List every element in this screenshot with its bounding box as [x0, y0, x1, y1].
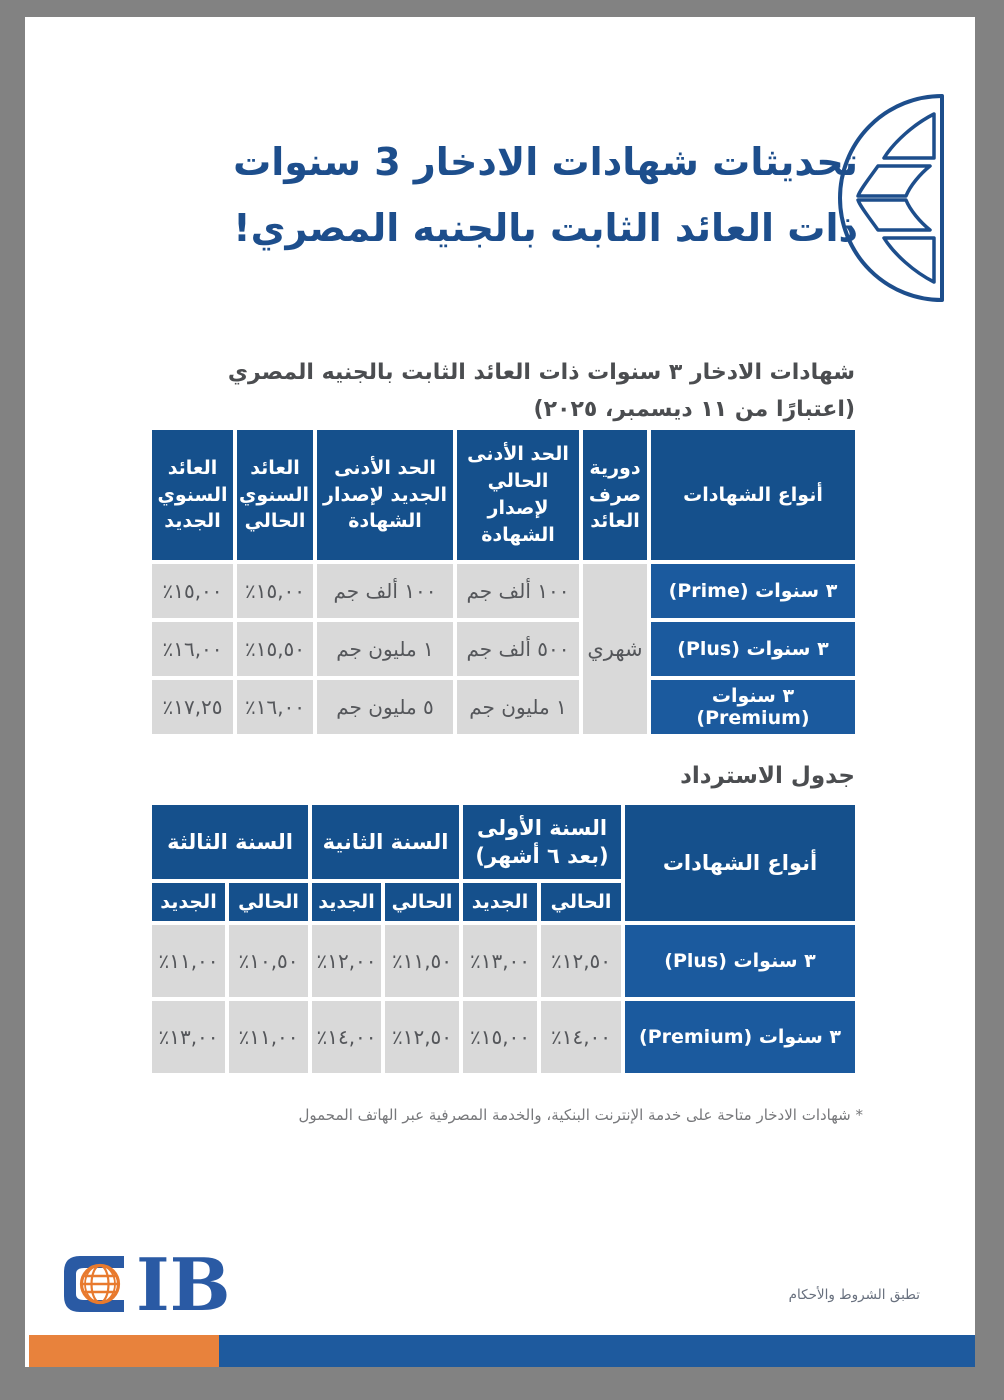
year3-current-cell: ١١,٠٠٪ — [229, 1001, 308, 1073]
current-header: الحالي — [385, 883, 459, 921]
min-new-cell: ١٠٠ ألف جم — [317, 564, 453, 618]
min-new-cell: ٥ مليون جم — [317, 680, 453, 734]
certificate-type-cell: ٣ سنوات (Plus) — [625, 925, 855, 997]
certificate-type-cell: ٣ سنوات (Premium) — [651, 680, 855, 734]
rates-table-title — [228, 354, 855, 428]
bottom-stripe — [29, 1335, 975, 1367]
yield-new-cell: ١٧,٢٥٪ — [152, 680, 233, 734]
year1-header-line-2: (بعد ٦ أشهر) — [475, 844, 609, 868]
stripe-orange-segment — [29, 1335, 219, 1367]
min-current-cell: ١٠٠ ألف جم — [457, 564, 579, 618]
certificate-type-cell: ٣ سنوات (Plus) — [651, 622, 855, 676]
year1-current-cell: ١٢,٥٠٪ — [541, 925, 621, 997]
yield-current-cell: ١٦,٠٠٪ — [237, 680, 313, 734]
year1-new-cell: ١٥,٠٠٪ — [463, 1001, 537, 1073]
min-current-cell: ١ مليون جم — [457, 680, 579, 734]
year1-current-cell: ١٤,٠٠٪ — [541, 1001, 621, 1073]
frequency-header: دورية صرف العائد — [583, 430, 647, 560]
min-new-cell: ١ مليون جم — [317, 622, 453, 676]
stripe-blue-segment — [219, 1335, 975, 1367]
rates-table-subtitle: (اعتبارًا من ١١ ديسمبر، ٢٠٢٥) — [533, 397, 855, 422]
redemption-group-header-row — [152, 805, 855, 879]
frequency-cell: شهري — [583, 564, 647, 734]
rates-header-row — [152, 430, 855, 560]
year2-current-cell: ١٢,٥٠٪ — [385, 1001, 459, 1073]
cib-logo — [60, 1253, 232, 1315]
availability-footnote: * شهادات الادخار متاحة على خدمة الإنترنت البنكية، والخدمة المصرفية عبر الهاتف المحمول — [298, 1106, 863, 1124]
logo-wordmark: IB — [136, 1253, 231, 1315]
yield-new-cell: ١٥,٠٠٪ — [152, 564, 233, 618]
page-title-line-2: ذات العائد الثابت بالجنيه المصري! — [233, 206, 858, 250]
flyer-page — [25, 17, 975, 1367]
year1-header — [463, 805, 621, 879]
certificate-type-cell: ٣ سنوات (Prime) — [651, 564, 855, 618]
year3-header: السنة الثالثة — [152, 805, 308, 879]
page-title — [233, 129, 858, 261]
yield-current-cell: ١٥,٠٠٪ — [237, 564, 313, 618]
rates-table-title-line: شهادات الادخار ٣ سنوات ذات العائد الثابت بالجنيه المصري — [227, 360, 855, 385]
current-header: الحالي — [541, 883, 621, 921]
year2-new-cell: ١٢,٠٠٪ — [312, 925, 381, 997]
new-header: الجديد — [312, 883, 381, 921]
yield-new-header: العائد السنوي الجديد — [152, 430, 233, 560]
types-header: أنواع الشهادات — [651, 430, 855, 560]
cib-half-globe-icon — [832, 92, 948, 304]
min-new-header: الحد الأدنى الجديد لإصدار الشهادة — [317, 430, 453, 560]
page-title-line-1: تحديثات شهادات الادخار 3 سنوات — [233, 140, 858, 184]
min-current-header: الحد الأدنى الحالي لإصدار الشهادة — [457, 430, 579, 560]
year2-new-cell: ١٤,٠٠٪ — [312, 1001, 381, 1073]
new-header: الجديد — [463, 883, 537, 921]
rates-table — [148, 426, 859, 738]
rates-row-premium — [152, 680, 855, 734]
redemption-table-title: جدول الاسترداد — [680, 763, 855, 789]
year3-new-cell: ١١,٠٠٪ — [152, 925, 225, 997]
year2-header: السنة الثانية — [312, 805, 459, 879]
yield-current-header: العائد السنوي الحالي — [237, 430, 313, 560]
current-header: الحالي — [229, 883, 308, 921]
types-header: أنواع الشهادات — [625, 805, 855, 921]
year1-header-line-1: السنة الأولى — [476, 815, 608, 840]
rates-row-plus — [152, 622, 855, 676]
redemption-table — [148, 801, 859, 1077]
redemption-row-premium — [152, 1001, 855, 1073]
yield-new-cell: ١٦,٠٠٪ — [152, 622, 233, 676]
yield-current-cell: ١٥,٥٠٪ — [237, 622, 313, 676]
year2-current-cell: ١١,٥٠٪ — [385, 925, 459, 997]
redemption-row-plus — [152, 925, 855, 997]
globe-icon — [82, 1266, 119, 1303]
rates-row-prime — [152, 564, 855, 618]
year1-new-cell: ١٣,٠٠٪ — [463, 925, 537, 997]
year3-new-cell: ١٣,٠٠٪ — [152, 1001, 225, 1073]
min-current-cell: ٥٠٠ ألف جم — [457, 622, 579, 676]
terms-note: تطبق الشروط والأحكام — [788, 1287, 920, 1303]
certificate-type-cell: ٣ سنوات (Premium) — [625, 1001, 855, 1073]
year3-current-cell: ١٠,٥٠٪ — [229, 925, 308, 997]
new-header: الجديد — [152, 883, 225, 921]
